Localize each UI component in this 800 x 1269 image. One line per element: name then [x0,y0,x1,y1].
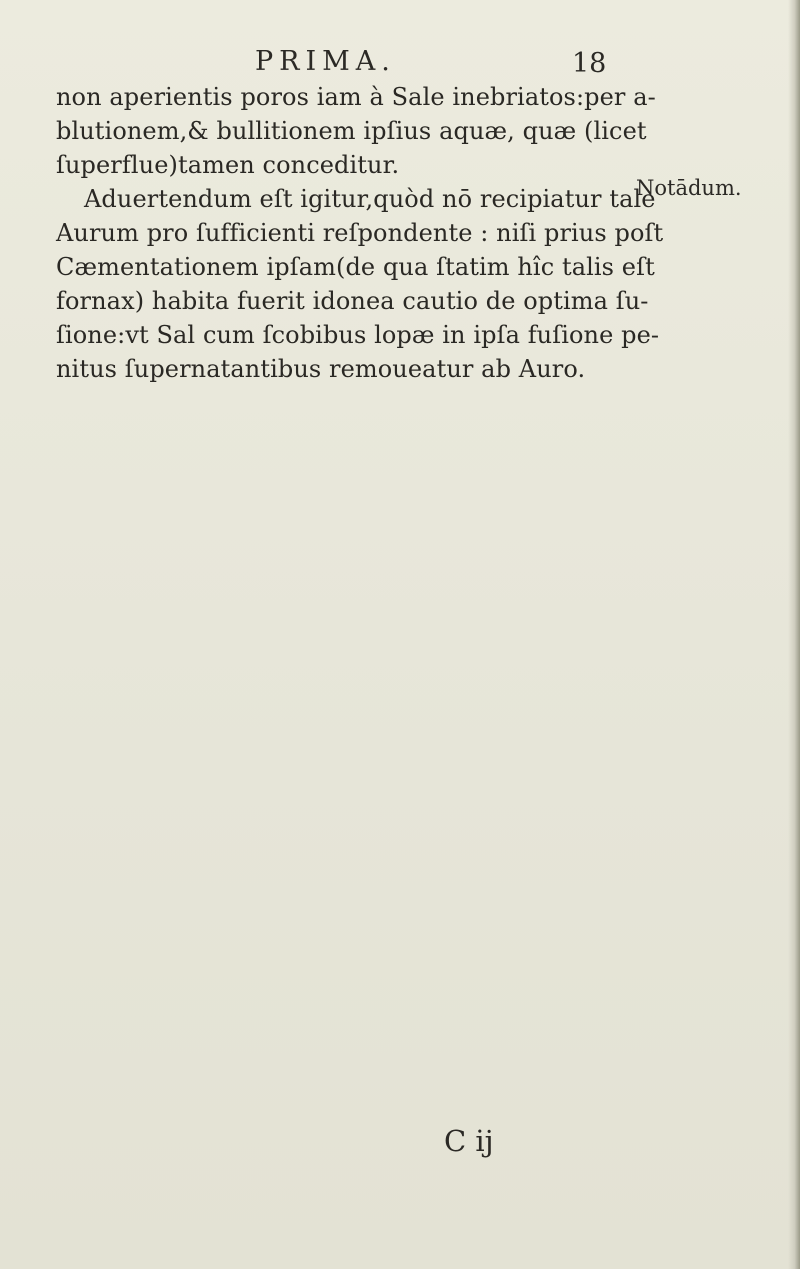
text-line: Aurum pro ſufficienti reſpondente : niſi prius poſt [56,219,664,247]
margin-note: Notādum. [636,176,742,200]
text-line: blutionem,& bullitionem ipſius aquæ, quæ (licet [56,117,647,145]
signature-mark: C ij [444,1124,494,1158]
text-line: ſione:vt Sal cum ſcobibus lopæ in ipſa fuſione pe- [56,321,660,349]
text-line: Cæmentationem ipſam(de qua ſtatim hîc talis eſt [56,253,655,281]
text-line: Aduertendum eſt igitur,quòd nō recipiatur tale [84,185,656,213]
text-line: fornax) habita fuerit idonea cautio de optima ſu- [56,287,649,315]
text-line: nitus ſupernatantibus remoueatur ab Auro. [56,355,586,383]
text-line: ſuperflue)tamen conceditur. [56,151,400,179]
running-title: PRIMA. [255,46,396,77]
body-text [56,80,664,386]
text-line: non aperientis poros iam à Sale inebriatos:per a- [56,83,656,111]
page-edge-shadow [788,0,800,1269]
page-number: 18 [572,48,607,79]
